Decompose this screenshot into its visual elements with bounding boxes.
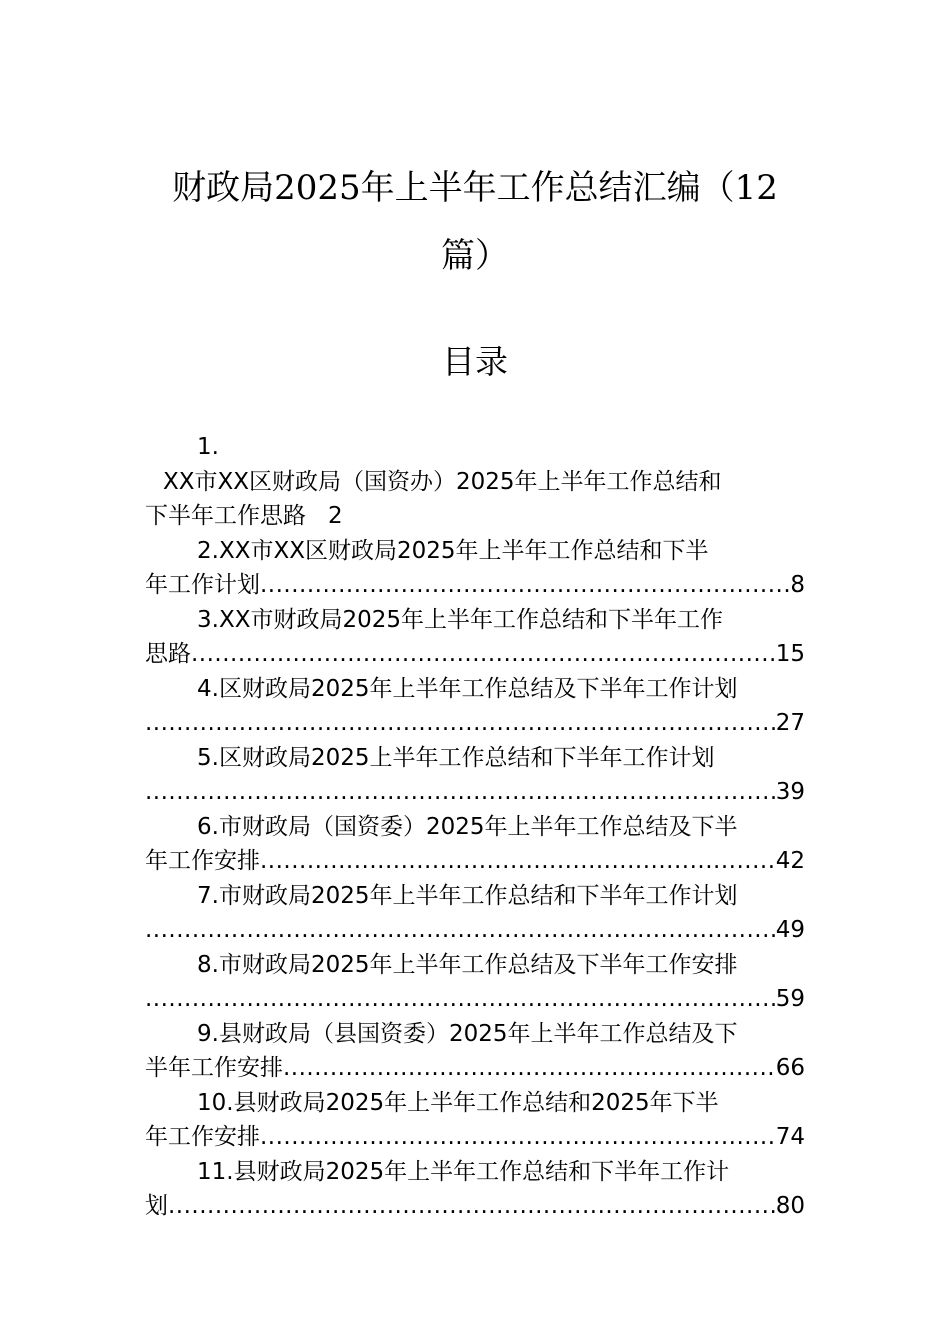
toc-entry-title[interactable]: 10.县财政局2025年上半年工作总结和2025年下半 [197, 1089, 719, 1116]
document-title-line2: 篇） [441, 236, 509, 276]
table-of-contents [145, 430, 805, 1224]
toc-leader-dots [145, 982, 776, 1017]
toc-entry-title-cont[interactable]: 年工作安排 [145, 1124, 260, 1150]
toc-leader-dots [283, 1051, 776, 1086]
toc-entry-9-line2[interactable] [145, 1051, 805, 1086]
toc-entry-page[interactable]: 39 [775, 779, 805, 805]
toc-entry-4-line1[interactable] [145, 672, 805, 707]
toc-entry-title-cont[interactable]: 年工作安排 [145, 848, 260, 874]
toc-entry-page[interactable]: 49 [775, 917, 805, 943]
toc-leader-dots [168, 1189, 776, 1224]
toc-entry-title[interactable]: 7.市财政局2025年上半年工作总结和下半年工作计划 [197, 882, 738, 909]
toc-entry-page[interactable]: 59 [775, 986, 805, 1012]
toc-entry-4-line2[interactable] [145, 706, 805, 741]
toc-entry-title[interactable]: 4.区财政局2025年上半年工作总结及下半年工作计划 [197, 675, 738, 702]
toc-entry-3-line2[interactable] [145, 637, 805, 672]
toc-entry-3-line1[interactable] [145, 603, 805, 638]
toc-entry-8-line1[interactable] [145, 948, 805, 983]
toc-entry-title-cont[interactable]: 半年工作安排 [145, 1055, 283, 1081]
toc-entry-title-cont[interactable]: 思路 [145, 641, 191, 667]
toc-entry-10-line2[interactable] [145, 1120, 805, 1155]
toc-entry-title[interactable]: 3.XX市财政局2025年上半年工作总结和下半年工作 [197, 606, 723, 633]
toc-leader-dots [260, 844, 776, 879]
toc-entry-1-line2[interactable] [145, 499, 805, 534]
toc-entry-title[interactable]: 5.区财政局2025上半年工作总结和下半年工作计划 [197, 744, 715, 771]
toc-entry-title[interactable]: XX市XX区财政局（国资办）2025年上半年工作总结和 [163, 468, 722, 495]
toc-entry-1-number [145, 430, 805, 465]
toc-entry-page[interactable]: 15 [775, 641, 805, 667]
toc-entry-title[interactable]: 2.XX市XX区财政局2025年上半年工作总结和下半 [197, 537, 709, 564]
toc-leader-dots [191, 637, 776, 672]
toc-leader-dots [145, 775, 776, 810]
toc-entry-7-line1[interactable] [145, 879, 805, 914]
toc-leader-dots [145, 913, 776, 948]
document-title-line1: 财政局2025年上半年工作总结汇编（12 [172, 168, 778, 208]
toc-entry-7-line2[interactable] [145, 913, 805, 948]
toc-entry-number: 1. [197, 434, 219, 460]
toc-entry-page[interactable]: 2 [328, 503, 343, 529]
document-title [120, 154, 830, 290]
toc-leader-dots [145, 706, 776, 741]
toc-entry-11-line2[interactable] [145, 1189, 805, 1224]
toc-entry-10-line1[interactable] [145, 1086, 805, 1121]
toc-entry-title[interactable]: 8.市财政局2025年上半年工作总结及下半年工作安排 [197, 951, 738, 978]
toc-heading: 目录 [442, 342, 508, 381]
toc-entry-2-line1[interactable] [145, 534, 805, 569]
toc-entry-11-line1[interactable] [145, 1155, 805, 1190]
toc-entry-title-cont[interactable]: 划 [145, 1193, 168, 1219]
toc-entry-1-line1[interactable] [145, 465, 805, 500]
toc-entry-title[interactable]: 11.县财政局2025年上半年工作总结和下半年工作计 [197, 1158, 730, 1185]
toc-entry-6-line1[interactable] [145, 810, 805, 845]
toc-entry-8-line2[interactable] [145, 982, 805, 1017]
toc-entry-page[interactable]: 42 [775, 848, 805, 874]
toc-entry-page[interactable]: 8 [790, 572, 805, 598]
toc-entry-title[interactable]: 9.县财政局（县国资委）2025年上半年工作总结及下 [197, 1020, 738, 1047]
toc-entry-5-line1[interactable] [145, 741, 805, 776]
toc-entry-page[interactable]: 27 [775, 710, 805, 736]
toc-entry-5-line2[interactable] [145, 775, 805, 810]
toc-leader-dots [260, 1120, 776, 1155]
toc-entry-page[interactable]: 74 [775, 1124, 805, 1150]
toc-entry-title[interactable]: 6.市财政局（国资委）2025年上半年工作总结及下半 [197, 813, 738, 840]
toc-entry-9-line1[interactable] [145, 1017, 805, 1052]
toc-leader-dots [260, 568, 790, 603]
toc-entry-title-cont[interactable]: 年工作计划 [145, 572, 260, 598]
toc-entry-2-line2[interactable] [145, 568, 805, 603]
toc-entry-6-line2[interactable] [145, 844, 805, 879]
toc-entry-page[interactable]: 66 [775, 1055, 805, 1081]
toc-entry-page[interactable]: 80 [775, 1193, 805, 1219]
toc-entry-title-cont[interactable]: 下半年工作思路 [145, 503, 306, 529]
